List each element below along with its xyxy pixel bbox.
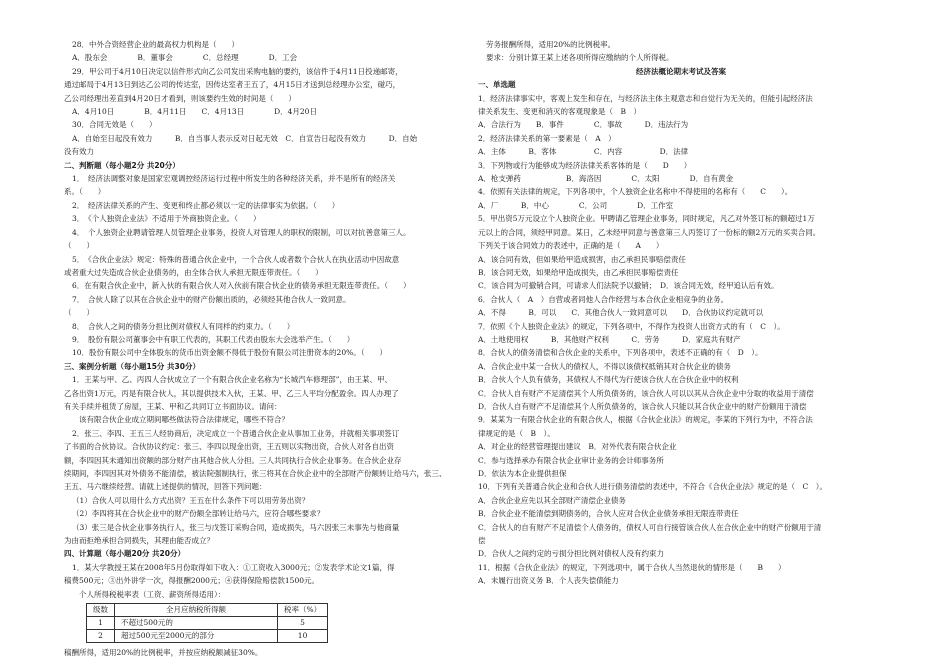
text-line: 8．合伙人的债务清偿和合伙企业的关系中，下列各项中，表述不正确的有（ D ）。 [478,348,763,358]
text-line: 9．某某为一有限合伙企业的有限合伙人，根据《合伙企业法》的规定，李某的下列行为中，不符合法 [478,415,813,425]
text-line: 4． 个人独资企业聘请管理人员管理企业事务，投资人对管理人的职权的限制，可以对抗善意第三人。 [72,227,411,237]
text-line: A．土地使用权 B．其他财产权利 C．劳务 D．家庭共有财产 [478,334,741,344]
tax-rate-table [86,603,328,643]
text-line: 3． 《个人独资企业法》不适用于外商独资企业。（ ） [72,214,261,224]
text-line: 该有限合伙企业成立期间哪些做法符合法律规定，哪些不符合？ [64,415,289,425]
text-line: A．合伙企业应先以其全部财产清偿企业债务 [478,495,626,505]
text-line: A．不得 B．可以 C．其他合伙人一致同意可以 D．合伙协议约定就可以 [478,308,764,318]
text-line: 元以上的合同，须经甲同意。某日，乙未经甲同意与善意第三人丙签订了一份标的额2万元的买卖合同。 [478,227,821,237]
left-column [64,38,452,659]
text-line: B．合伙企业不能清偿到期债务的，合伙人应对合伙企业债务承担无限连带责任 [478,509,739,519]
table-row [87,630,328,643]
text-line: A．对企业的经营管理提出建议 B．对外代表有限合伙企业 [478,442,677,452]
text-line: 1．经济法律事实中，客观上发生和存在，与经济法主体主观意志和自觉行为无关的，但能引起经济法 [478,93,813,103]
right-column [478,38,884,588]
text-line: 2． 经济法律关系的产生、变更和终止都必须以一定的法律事实为依据。（ ） [72,200,340,210]
text-line: 系。（ ） [64,187,106,197]
text-line: A．该合同有效，但如果给甲造成损害，由乙承担民事赔偿责任 [478,254,686,264]
text-line: 续期间，李四因其对外债务不能清偿，被法院强制执行，张三将其在合伙企业中的全部财产份额转让给马六，张三、 [64,469,447,478]
section-heading: 二、判断题（每小题2分 共20分） [64,160,180,170]
text-line: 没有效力 [64,147,94,157]
text-line: 10．股份有限公司中全体股东的货币出资金额不得低于股份有限公司注册资本的20%。（ ） [72,348,387,358]
text-line: 乙各出资1万元，丙是有限合伙人，其以提供技术入伙，王某、甲、乙三人平均分配盈余。四人办理了 [64,388,399,398]
text-line: 律关系发生、变更和消灭的客观现象是（ B ） [478,107,642,117]
text-line: A．厂 B．中心 C．公司 D．工作室 [478,200,674,210]
text-line: 劳务报酬所得，适用20%的比例税率。 [486,40,616,49]
text-line: 有关手续并租赁了房屋，王某、甲和乙共同订立书面协议。请问： [64,401,282,411]
text-line: C．该合同为可撤销合同，可请求人们法院予以撤销； D．该合同无效，经甲追认后有效。 [478,281,779,291]
section-heading: 一、单选题 [478,80,516,90]
text-line: A．合伙企业中某一合伙人的债权人，不得以该债权抵销其对合伙企业的债务 [478,361,731,371]
table-cell: 2 [87,630,115,643]
text-line: C．参与选择承办有限合伙企业审计业务的会计师事务所 [478,455,664,465]
text-line: 王五、马六继续经营。请就上述提供的情况，回答下列问题： [64,482,267,492]
text-line: A．主体 B．客体 C．内容 D．法律 [478,147,689,157]
text-line: 9． 股份有限公司董事会中有职工代表的，其职工代表由股东大会选举产生。（ ） [72,334,355,344]
text-line: 了书面的合伙协议。合伙协议约定：张三、李四以现金出资，王五则以实物出资，合伙人对各自出资 [64,442,394,452]
table-cell: 不超过500元的 [115,617,278,630]
text-line: A．合法行为 B．事件 C．事故 D．违法行为 [478,120,689,130]
section-heading: 三、案例分析题（每小题15分 共30分） [64,361,200,371]
text-line: 2．经济法律关系的第一要素是（ A ） [478,133,616,143]
table-header-cell: 级数 [87,604,115,617]
text-line: D．合伙人之间约定的亏损分担比例对债权人没有约束力 [478,549,665,559]
text-line: （3）张三是合伙企业事务执行人，张三与戊签订采购合同，造成损失，马六因张三未事先与他商量 [72,522,400,532]
text-line: （ ） [64,308,94,318]
text-line: 下列关于该合同效力的表述中，正确的是（ A ） [478,241,664,251]
text-line: D．合伙人自有财产不足清偿其个人所负债务的，该合伙人只能以其合伙企业中的财产份额用于清偿 [478,401,807,411]
text-line: A．未履行出资义务 B．个人丧失偿债能力 [478,576,619,586]
text-line: A．4月10日 B．4月11日 C．4月13日 D．4月20日 [72,107,317,117]
text-line: 30．合同无效是（ ） [72,120,157,130]
text-line: 28．中外合资经营企业的最高权力机构是（ ） [72,40,240,49]
text-line: 6．在有限合伙企业中，新入伙的有限合伙人对入伙前有限合伙企业的债务承担无限连带责任。（ ） [72,281,411,291]
table-cell: 超过500元至2000元的部分 [115,630,278,643]
text-line: 7． 合伙人除了以其在合伙企业中的财产份额出质的，必须经其他合伙人一致同意。 [72,294,351,304]
text-line: 偿 [478,536,486,546]
text-line: 1． 经济法调整对象是国家宏观调控经济运行过程中所发生的各种经济关系，并不是所有的经济关 [72,174,396,184]
text-line: 个人所得税税率表（工资、薪资所得适用）： [64,589,226,599]
text-line: 3．下列物或行为能够成为经济法律关系客体的是（ D ） [478,160,692,170]
text-line: 额，李四因其未通知出资额的部分财产由其他合伙人分担。三人共同执行合伙企业事务。在合伙企业存 [64,455,402,465]
text-line: B．该合同无效，如果给甲造成损失，由乙承担民事赔偿责任 [478,267,679,277]
table-cell: 5 [278,617,328,630]
text-line: 稿酬所得，适用20%的比例税率，并按应纳税额减征30%。 [64,648,263,658]
text-line: 1．王某与甲、乙、丙四人合伙成立了一个有限合伙企业名称为“长城汽车修理部”，由王某、甲、 [72,375,392,385]
text-line: 6．合伙人（ A ）自营或者同他人合作经营与本合伙企业相竞争的业务。 [478,294,729,304]
text-line: 4．依照有关法律的规定，下列各项中，个人独资企业名称中不得使用的名称有（ C ）。 [478,187,793,197]
table-header-cell: 全月应纳税所得额 [115,604,278,617]
text-line: A．股东会 B．董事会 C．总经理 D．工会 [72,53,298,63]
text-line: 为由而拒绝承担合同损失，其理由能否成立？ [64,536,214,546]
section-heading: 四、计算题（每小题20分 共20分） [64,549,185,559]
text-line: （ ） [64,241,94,251]
text-line: A．自始至日起没有效力 B．自当事人表示反对日起无效 C．自宣告日起没有效力 D．自始 [72,133,418,143]
text-line: 2．张三、李四、王五三人经协商后，决定成立一个普通合伙企业从事加工业务，并就相关事项签订 [72,428,400,438]
text-line: 或者重大过失造成合伙企业债务的，由全体合伙人承担无限连带责任。（ ） [64,267,323,277]
text-line: 律规定的是（ B ）。 [478,428,555,438]
text-line: 5．甲出资5万元设立个人独资企业。甲聘请乙管理企业事务，同时规定，凡乙对外签订标的额超过1万 [478,214,815,224]
text-line: 乙公司经理出差直到4月20日才看到，则该要约生效的时间是（ ） [64,93,296,103]
text-line: C．合伙人的自有财产不足清偿个人债务的，债权人可自行接管该合伙人在合伙企业中的财产份额用于清 [478,522,822,532]
text-line: 5． 《合伙企业法》规定：特殊的普通合伙企业中，一个合伙人或者数个合伙人在执业活动中因故意 [72,254,400,264]
text-line: D．依法为本企业提供担保 [478,469,567,478]
text-line: 10．下列有关普通合伙企业和合伙人进行债务清偿的表述中，不符合《合伙企业法》规定的是（ C ）。 [478,482,828,492]
text-line: 29．甲公司于4月10日决定以信件形式向乙公司发出采购电脑的要约，该信件于4月11日投递邮寄， [72,66,403,76]
text-line: 1．某大学教授王某在2008年5月份取得如下收入：①工资收入3000元；②发表学术论文1篇，得 [72,562,395,572]
text-line: 稿费500元；③出外讲学一次，得报酬2000元；④获得保险赔偿款1500元。 [64,576,319,586]
text-line: （1）合伙人可以用什么方式出资？王五在什么条件下可以用劳务出资？ [72,495,310,505]
text-line: C．合伙人自有财产不足清偿其个人所负债务的，该合伙人可以以其从合伙企业中分取的收益用于清偿 [478,388,814,398]
table-cell: 10 [278,630,328,643]
text-line: 要求：分别计算王某上述各项所得应缴纳的个人所得税。 [486,53,674,63]
text-line: 11．根据《合伙企业法》的规定，下列选项中，属于合伙人当然退伙的情形是（ B ） [478,562,786,572]
text-line: （2）李四将其在合伙企业中的财产份额全部转让给马六，应符合哪些要求？ [72,509,325,519]
table-cell: 1 [87,617,115,630]
text-line: B．合伙人个人负有债务，其债权人不得代为行使该合伙人在合伙企业中的权利 [478,375,739,385]
table-row [87,617,328,630]
text-line: 7．依照《个人独资企业法》的规定，下列各项中，不得作为投资人出资方式的有（ C ）。 [478,321,785,331]
text-line: 通过邮局于4月13日到达乙公司的传达室，因传达室者王五了，4月15日才送到总经理办公室，碰巧， [64,80,401,90]
table-header-cell: 税率（%） [278,604,328,617]
table-header-row [87,604,328,617]
text-line: A．枪支弹药 B．海洛因 C．太阳 D．自有黄金 [478,174,734,184]
document-title: 经济法概论期末考试及答案 [636,66,726,76]
text-line: 8． 合伙人之间的债务分担比例对债权人有同样的约束力。（ ） [72,321,295,331]
